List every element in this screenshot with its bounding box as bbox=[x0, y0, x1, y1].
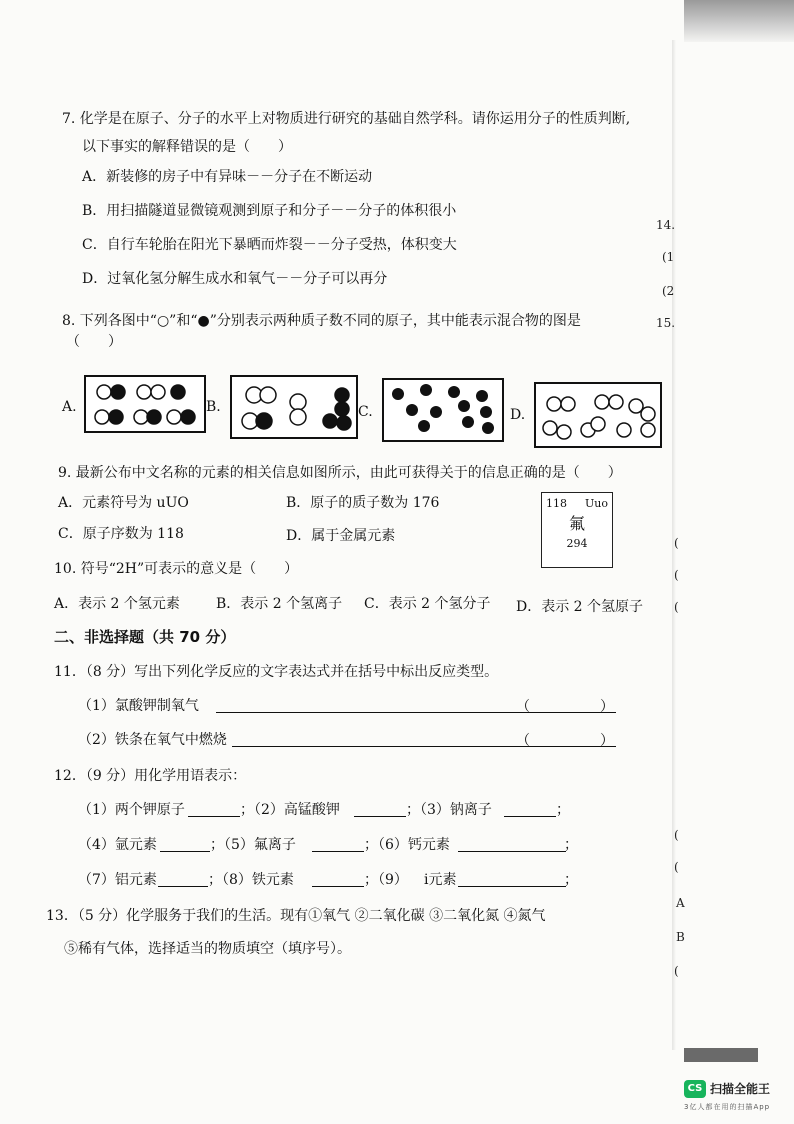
q11-paren-open-2: （ bbox=[516, 733, 530, 749]
q8-figure-d-drawing bbox=[536, 384, 660, 446]
q7-stem-line1: 7. 化学是在原子、分子的水平上对物质进行研究的基础自然学科。请你运用分子的性质判断, bbox=[62, 111, 631, 127]
margin-fragment-12: ( bbox=[674, 964, 679, 978]
atomic-number: 118 bbox=[546, 497, 567, 510]
q12-item-8: ；（8）铁元素 bbox=[208, 872, 294, 888]
q10-option-d: D．表示 2 个氢原子 bbox=[516, 599, 644, 615]
scan-shadow bbox=[684, 0, 794, 42]
q12-blank-2[interactable] bbox=[354, 802, 406, 817]
q12-blank-7[interactable] bbox=[158, 872, 208, 887]
q11-paren-open-1: （ bbox=[516, 699, 530, 715]
q12-blank-9[interactable] bbox=[458, 872, 566, 887]
q8-label-d: D. bbox=[510, 407, 526, 423]
watermark-tagline: 3亿人都在用的扫描App bbox=[684, 1103, 771, 1111]
q8-figure-b bbox=[230, 375, 358, 439]
q13-stem-line2: ⑤稀有气体，选择适当的物质填空（填序号）。 bbox=[64, 941, 351, 957]
q8-label-b: B. bbox=[206, 399, 221, 415]
q12-item-3: ；（3）钠离子 bbox=[406, 802, 492, 818]
q12-item-9: ；（9） bbox=[364, 872, 408, 888]
margin-fragment-10: A bbox=[676, 896, 685, 910]
margin-fragment-7: ( bbox=[674, 600, 679, 614]
q8-figure-d bbox=[534, 382, 662, 448]
cs-logo-icon: CS bbox=[684, 1080, 706, 1098]
q12-blank-6[interactable] bbox=[458, 837, 566, 852]
q12-sep-2: ； bbox=[564, 837, 578, 853]
q11-answer-line-1[interactable] bbox=[216, 698, 616, 713]
q12-item-1: （1）两个钾原子 bbox=[78, 802, 185, 818]
margin-fragment-1: 14. bbox=[656, 218, 676, 232]
element-symbol: Uuo bbox=[585, 497, 608, 510]
q7-option-a: A．新装修的房子中有异味－－分子在不断运动 bbox=[82, 169, 373, 185]
q10-stem: 10. 符号“2H”可表示的意义是（ ） bbox=[54, 561, 299, 577]
element-name: 氟 bbox=[568, 514, 585, 533]
q8-figure-c-drawing bbox=[384, 380, 502, 440]
q9-stem: 9. 最新公布中文名称的元素的相关信息如图所示，由此可获得关于的信息正确的是（ ） bbox=[58, 465, 622, 481]
margin-fragment-8: ( bbox=[674, 828, 679, 842]
margin-fragment-6: ( bbox=[674, 568, 679, 582]
q8-figure-a bbox=[84, 375, 206, 433]
q12-sep-1: ； bbox=[556, 802, 570, 818]
q10-option-a: A．表示 2 个氢元素 bbox=[54, 596, 180, 612]
q7-option-c: C．自行车轮胎在阳光下暴晒而炸裂－－分子受热，体积变大 bbox=[82, 237, 457, 253]
q12-item-7: （7）铝元素 bbox=[78, 872, 157, 888]
q12-item-5: ；（5）氟离子 bbox=[210, 837, 296, 853]
q8-figure-c bbox=[382, 378, 504, 442]
q13-stem-line1: 13．（5 分）化学服务于我们的生活。现有①氧气 ②二氧化碳 ③二氧化氮 ④氮气 bbox=[46, 908, 546, 924]
q7-option-d: D．过氧化氢分解生成水和氧气－－分子可以再分 bbox=[82, 271, 388, 287]
q11-item-1: （1）氯酸钾制氧气 bbox=[78, 698, 199, 714]
margin-fragment-2: (1 bbox=[662, 250, 675, 264]
q8-label-a: A. bbox=[62, 399, 77, 415]
q8-stem-line1: 8. 下列各图中“○”和“●”分别表示两种质子数不同的原子，其中能表示混合物的图是 bbox=[62, 313, 581, 329]
q12-blank-5[interactable] bbox=[312, 837, 364, 852]
q11-answer-line-2[interactable] bbox=[232, 732, 616, 747]
q7-stem-line2: 以下事实的解释错误的是（ ） bbox=[82, 139, 292, 155]
watermark-name: 扫描全能王 bbox=[710, 1082, 771, 1096]
q10-option-c: C．表示 2 个氢分子 bbox=[364, 596, 491, 612]
section-2-heading: 二、非选择题（共 70 分） bbox=[54, 628, 236, 646]
q9-option-b: B．原子的质子数为 176 bbox=[286, 495, 440, 511]
q9-option-d: D．属于金属元素 bbox=[286, 528, 396, 544]
q12-item-4: （4）氩元素 bbox=[78, 837, 157, 853]
margin-fragment-11: B bbox=[676, 930, 685, 944]
margin-fragment-3: (2 bbox=[662, 284, 675, 298]
q8-figure-b-drawing bbox=[232, 377, 356, 437]
margin-fragment-4: 15. bbox=[656, 316, 676, 330]
q12-item-9-element: i元素 bbox=[424, 872, 457, 888]
q7-option-b: B．用扫描隧道显微镜观测到原子和分子－－分子的体积很小 bbox=[82, 203, 457, 219]
camscanner-watermark bbox=[684, 1080, 794, 1114]
q11-item-2: （2）铁条在氧气中燃烧 bbox=[78, 732, 227, 748]
q12-blank-1[interactable] bbox=[188, 802, 240, 817]
q8-stem-line2: （ ） bbox=[66, 334, 122, 350]
q12-sep-3: ； bbox=[564, 872, 578, 888]
q11-paren-close-1: ） bbox=[600, 699, 614, 715]
scan-edge-bar bbox=[684, 1048, 758, 1062]
atomic-mass: 294 bbox=[566, 537, 588, 550]
q11-stem: 11．（8 分）写出下列化学反应的文字表达式并在括号中标出反应类型。 bbox=[54, 664, 499, 680]
q9-option-a: A．元素符号为 uUO bbox=[58, 495, 189, 511]
q12-blank-4[interactable] bbox=[160, 837, 210, 852]
q11-paren-close-2: ） bbox=[600, 733, 614, 749]
q8-figure-a-drawing bbox=[86, 377, 204, 431]
q12-item-2: ；（2）高锰酸钾 bbox=[240, 802, 340, 818]
q12-blank-8[interactable] bbox=[312, 872, 364, 887]
q9-option-c: C．原子序数为 118 bbox=[58, 526, 184, 542]
q12-blank-3[interactable] bbox=[504, 802, 556, 817]
margin-fragment-5: ( bbox=[674, 536, 679, 550]
element-tile bbox=[541, 492, 613, 568]
q12-stem: 12．（9 分）用化学用语表示： bbox=[54, 768, 247, 784]
q12-item-6: ；（6）钙元素 bbox=[364, 837, 450, 853]
margin-fragment-9: ( bbox=[674, 860, 679, 874]
q10-option-b: B．表示 2 个氢离子 bbox=[216, 596, 343, 612]
q8-label-c: C. bbox=[358, 404, 373, 420]
